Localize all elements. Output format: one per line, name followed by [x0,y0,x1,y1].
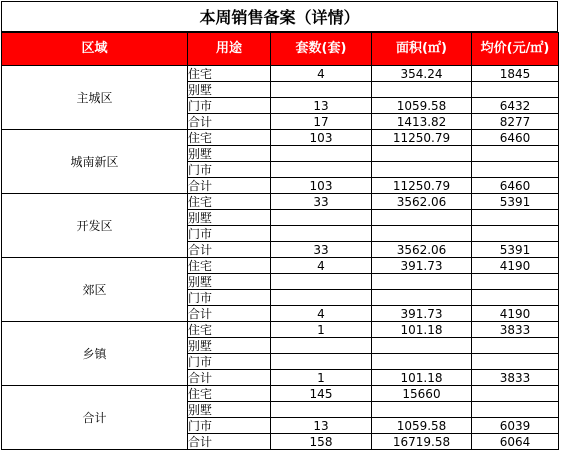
header-price: 均价(元/㎡) [472,33,559,66]
area-cell [372,210,472,226]
use-cell: 门市 [188,162,271,178]
price-cell: 6039 [472,418,559,434]
units-cell: 4 [271,306,372,322]
area-cell [372,402,472,418]
use-cell: 别墅 [188,146,271,162]
units-cell: 13 [271,98,372,114]
use-cell: 合计 [188,242,271,258]
units-cell: 145 [271,386,372,402]
units-cell [271,402,372,418]
units-cell [271,162,372,178]
area-cell [372,290,472,306]
area-cell [372,338,472,354]
table-row [2,322,559,338]
area-cell [372,82,472,98]
region-cell: 郊区 [2,258,188,322]
header-units: 套数(套) [271,33,372,66]
price-cell [472,210,559,226]
header-row [2,33,559,66]
table-row [2,386,559,402]
region-cell: 城南新区 [2,130,188,194]
use-cell: 别墅 [188,402,271,418]
area-cell [372,226,472,242]
price-cell: 4190 [472,258,559,274]
table-row [2,258,559,274]
area-cell [372,146,472,162]
price-cell: 6460 [472,178,559,194]
units-cell [271,82,372,98]
header-region: 区域 [2,33,188,66]
units-cell: 13 [271,418,372,434]
units-cell: 158 [271,434,372,450]
area-cell [372,274,472,290]
price-cell [472,386,559,402]
table-row [2,66,559,82]
use-cell: 住宅 [188,386,271,402]
units-cell [271,338,372,354]
use-cell: 住宅 [188,322,271,338]
area-cell: 3562.06 [372,194,472,210]
area-cell: 1059.58 [372,418,472,434]
region-cell: 合计 [2,386,188,450]
price-cell [472,402,559,418]
units-cell [271,290,372,306]
use-cell: 别墅 [188,210,271,226]
price-cell: 1845 [472,66,559,82]
units-cell [271,210,372,226]
price-cell: 6064 [472,434,559,450]
header-area: 面积(㎡) [372,33,472,66]
area-cell: 101.18 [372,370,472,386]
use-cell: 合计 [188,114,271,130]
price-cell: 3833 [472,370,559,386]
price-cell [472,274,559,290]
price-cell [472,82,559,98]
area-cell: 391.73 [372,258,472,274]
area-cell: 15660 [372,386,472,402]
header-use: 用途 [188,33,271,66]
price-cell: 5391 [472,242,559,258]
units-cell [271,274,372,290]
use-cell: 住宅 [188,194,271,210]
area-cell [372,354,472,370]
use-cell: 住宅 [188,66,271,82]
area-cell: 391.73 [372,306,472,322]
use-cell: 门市 [188,290,271,306]
price-cell [472,354,559,370]
table-body [2,66,559,450]
use-cell: 门市 [188,354,271,370]
area-cell: 101.18 [372,322,472,338]
price-cell: 6460 [472,130,559,146]
price-cell [472,226,559,242]
table-row [2,130,559,146]
use-cell: 住宅 [188,258,271,274]
price-cell: 8277 [472,114,559,130]
units-cell: 103 [271,130,372,146]
region-cell: 主城区 [2,66,188,130]
price-cell [472,338,559,354]
price-cell [472,290,559,306]
region-cell: 开发区 [2,194,188,258]
table-row [2,194,559,210]
use-cell: 门市 [188,418,271,434]
units-cell [271,146,372,162]
use-cell: 别墅 [188,82,271,98]
units-cell: 4 [271,258,372,274]
area-cell: 354.24 [372,66,472,82]
area-cell: 16719.58 [372,434,472,450]
price-cell [472,146,559,162]
units-cell: 33 [271,194,372,210]
area-cell: 3562.06 [372,242,472,258]
use-cell: 合计 [188,434,271,450]
use-cell: 门市 [188,98,271,114]
units-cell [271,354,372,370]
sales-table [1,32,559,450]
units-cell: 1 [271,370,372,386]
units-cell: 4 [271,66,372,82]
area-cell: 11250.79 [372,178,472,194]
use-cell: 别墅 [188,338,271,354]
region-cell: 乡镇 [2,322,188,386]
price-cell [472,162,559,178]
units-cell: 17 [271,114,372,130]
use-cell: 合计 [188,370,271,386]
price-cell: 4190 [472,306,559,322]
price-cell: 6432 [472,98,559,114]
units-cell: 33 [271,242,372,258]
units-cell: 1 [271,322,372,338]
use-cell: 合计 [188,306,271,322]
area-cell: 1413.82 [372,114,472,130]
area-cell [372,162,472,178]
price-cell: 5391 [472,194,559,210]
use-cell: 住宅 [188,130,271,146]
units-cell [271,226,372,242]
area-cell: 1059.58 [372,98,472,114]
price-cell: 3833 [472,322,559,338]
units-cell: 103 [271,178,372,194]
area-cell: 11250.79 [372,130,472,146]
use-cell: 合计 [188,178,271,194]
table-title: 本周销售备案（详情） [1,1,558,32]
use-cell: 别墅 [188,274,271,290]
use-cell: 门市 [188,226,271,242]
